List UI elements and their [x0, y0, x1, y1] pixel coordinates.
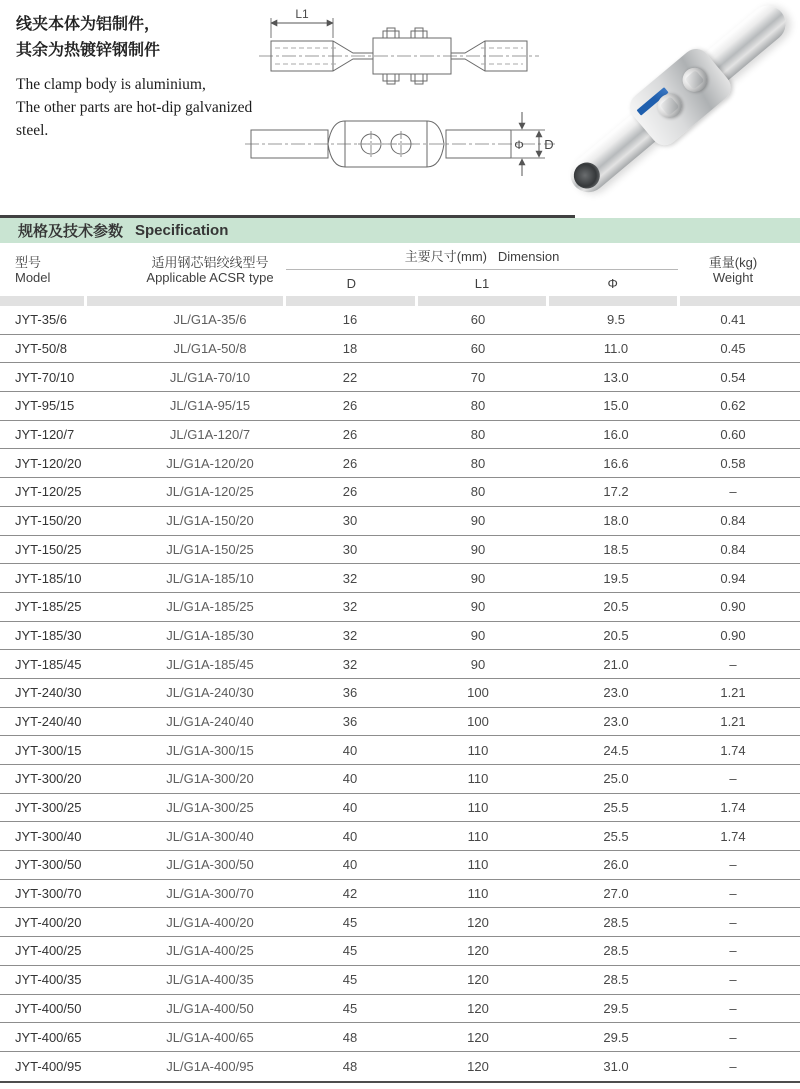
product-photo	[558, 2, 798, 196]
cell-weight: 1.74	[720, 742, 746, 758]
cell-acsr: JL/G1A-35/6	[173, 312, 247, 328]
cell-l1: 70	[470, 369, 486, 385]
table-row	[0, 478, 800, 507]
table-row	[0, 708, 800, 737]
table-row	[0, 1052, 800, 1081]
table-row	[0, 622, 800, 651]
cell-acsr: JL/G1A-185/45	[166, 656, 254, 672]
cell-d: 45	[342, 914, 358, 930]
cell-phi: 25.5	[603, 828, 629, 844]
cell-model: JYT-400/95	[15, 1058, 82, 1074]
cell-model: JYT-400/20	[15, 914, 82, 930]
cell-d: 30	[342, 513, 358, 529]
table-row	[0, 765, 800, 794]
cell-phi: 15.0	[603, 398, 629, 414]
clamp-assembly	[555, 0, 800, 209]
cell-l1: 90	[470, 513, 486, 529]
cell-l1: 100	[467, 685, 489, 701]
note-cn-line1: 线夹本体为铝制件，	[16, 16, 161, 33]
cell-acsr: JL/G1A-400/50	[166, 1000, 254, 1016]
dim-label-d: D	[544, 137, 554, 152]
cell-d: 45	[342, 1000, 358, 1016]
cell-model: JYT-300/25	[15, 800, 82, 816]
cell-acsr: JL/G1A-400/35	[166, 972, 254, 988]
cell-acsr: JL/G1A-120/25	[166, 484, 254, 500]
col-header-phi: Φ	[607, 276, 618, 291]
cell-phi: 19.5	[603, 570, 629, 586]
cell-acsr: JL/G1A-300/25	[166, 800, 254, 816]
table-row	[0, 392, 800, 421]
cell-weight: –	[729, 484, 737, 500]
cell-acsr: JL/G1A-50/8	[173, 341, 247, 357]
cell-weight: 0.60	[720, 427, 746, 443]
table-row	[0, 736, 800, 765]
cell-weight: –	[729, 656, 737, 672]
cell-d: 36	[342, 713, 358, 729]
cell-phi: 9.5	[606, 312, 626, 328]
cell-weight: –	[729, 972, 737, 988]
cell-phi: 23.0	[603, 713, 629, 729]
cell-d: 26	[342, 455, 358, 471]
note-en-line1: The clamp body is aluminium,	[16, 76, 206, 93]
cell-weight: 0.45	[720, 341, 746, 357]
cell-l1: 120	[467, 1058, 489, 1074]
cell-acsr: JL/G1A-185/30	[166, 627, 254, 643]
material-notes	[16, 12, 266, 142]
cell-model: JYT-240/30	[15, 685, 82, 701]
cell-phi: 29.5	[603, 1029, 629, 1045]
cell-l1: 110	[467, 886, 489, 902]
cell-l1: 90	[470, 599, 486, 615]
cell-d: 30	[342, 541, 358, 557]
cell-model: JYT-70/10	[15, 369, 75, 385]
cell-l1: 90	[470, 627, 486, 643]
cell-model: JYT-300/15	[15, 742, 82, 758]
section-title-en: Specification	[135, 222, 229, 239]
cell-d: 40	[342, 742, 358, 758]
section-header-bar	[0, 218, 800, 243]
cell-d: 26	[342, 427, 358, 443]
cell-d: 40	[342, 771, 358, 787]
header-underline-band	[0, 296, 800, 306]
cell-weight: –	[729, 914, 737, 930]
cell-l1: 60	[470, 312, 486, 328]
cell-model: JYT-240/40	[15, 713, 82, 729]
cell-phi: 13.0	[603, 369, 629, 385]
side-view-drawing	[253, 6, 545, 106]
cell-weight: 1.74	[720, 800, 746, 816]
cell-weight: 0.90	[720, 599, 746, 615]
cell-weight: –	[729, 1029, 737, 1045]
cell-l1: 80	[470, 455, 486, 471]
table-row	[0, 880, 800, 909]
cell-l1: 120	[467, 943, 489, 959]
cell-acsr: JL/G1A-150/25	[166, 541, 254, 557]
cell-d: 32	[342, 656, 358, 672]
cell-phi: 18.0	[603, 513, 629, 529]
cell-model: JYT-300/20	[15, 771, 82, 787]
table-row	[0, 306, 800, 335]
cell-weight: –	[729, 771, 737, 787]
cell-phi: 23.0	[603, 685, 629, 701]
cell-phi: 20.5	[603, 599, 629, 615]
cell-phi: 21.0	[603, 656, 629, 672]
cell-l1: 120	[467, 1000, 489, 1016]
col-header-acsr: 适用钢芯铝绞线型号 Applicable ACSR type	[146, 255, 274, 285]
table-row	[0, 851, 800, 880]
note-cn-line2: 其余为热镀锌钢制件	[16, 42, 161, 59]
table-row	[0, 335, 800, 364]
cell-acsr: JL/G1A-120/20	[166, 455, 254, 471]
table-row	[0, 937, 800, 966]
cell-acsr: JL/G1A-300/50	[166, 857, 254, 873]
cell-phi: 20.5	[603, 627, 629, 643]
cell-l1: 110	[467, 857, 489, 873]
cell-l1: 90	[470, 541, 486, 557]
col-header-l1: L1	[474, 276, 490, 291]
cell-model: JYT-185/45	[15, 656, 82, 672]
cell-weight: 0.90	[720, 627, 746, 643]
cell-d: 45	[342, 943, 358, 959]
cell-phi: 25.0	[603, 771, 629, 787]
cell-acsr: JL/G1A-95/15	[169, 398, 251, 414]
cell-d: 32	[342, 627, 358, 643]
cell-acsr: JL/G1A-150/20	[166, 513, 254, 529]
table-row	[0, 908, 800, 937]
dim-label-phi: Φ	[514, 138, 524, 152]
col-header-d: D	[346, 276, 357, 291]
table-row	[0, 1023, 800, 1052]
cell-model: JYT-185/30	[15, 627, 82, 643]
top-view-drawing	[243, 100, 573, 195]
cell-l1: 80	[470, 484, 486, 500]
table-row	[0, 794, 800, 823]
cell-acsr: JL/G1A-185/10	[166, 570, 254, 586]
cell-weight: 0.84	[720, 513, 746, 529]
table-row	[0, 363, 800, 392]
col-header-dimension: 主要尺寸(mm) Dimension D L1 Φ	[286, 249, 678, 291]
cell-phi: 16.6	[603, 455, 629, 471]
cell-weight: 1.21	[720, 685, 746, 701]
cell-weight: –	[729, 1058, 737, 1074]
table-row	[0, 822, 800, 851]
cell-l1: 120	[467, 972, 489, 988]
note-en	[16, 73, 266, 142]
cell-acsr: JL/G1A-300/20	[166, 771, 254, 787]
cell-weight: –	[729, 1000, 737, 1016]
table-row	[0, 995, 800, 1024]
cell-l1: 110	[467, 828, 489, 844]
cell-phi: 24.5	[603, 742, 629, 758]
cell-d: 32	[342, 570, 358, 586]
cell-weight: –	[729, 857, 737, 873]
cell-d: 26	[342, 398, 358, 414]
cell-weight: –	[729, 886, 737, 902]
cell-l1: 110	[467, 771, 489, 787]
cell-phi: 28.5	[603, 943, 629, 959]
cell-d: 26	[342, 484, 358, 500]
cell-l1: 120	[467, 914, 489, 930]
cell-d: 22	[342, 369, 358, 385]
cell-l1: 120	[467, 1029, 489, 1045]
table-row	[0, 536, 800, 565]
spec-table-body	[0, 306, 800, 1083]
cell-phi: 11.0	[603, 341, 629, 357]
cell-l1: 80	[470, 398, 486, 414]
cell-acsr: JL/G1A-400/95	[166, 1058, 254, 1074]
cell-weight: 0.62	[720, 398, 746, 414]
cell-d: 42	[342, 886, 358, 902]
cell-model: JYT-300/40	[15, 828, 82, 844]
cell-phi: 16.0	[603, 427, 629, 443]
table-row	[0, 564, 800, 593]
cell-phi: 31.0	[603, 1058, 629, 1074]
dim-label-l1: L1	[295, 7, 309, 21]
cell-model: JYT-95/15	[15, 398, 75, 414]
cell-d: 48	[342, 1029, 358, 1045]
cell-l1: 90	[470, 570, 486, 586]
cell-d: 36	[342, 685, 358, 701]
table-row	[0, 449, 800, 478]
cell-acsr: JL/G1A-240/30	[166, 685, 254, 701]
cell-weight: 0.54	[720, 369, 746, 385]
cell-acsr: JL/G1A-70/10	[169, 369, 251, 385]
cell-phi: 18.5	[603, 541, 629, 557]
cell-l1: 110	[467, 800, 489, 816]
cell-l1: 100	[467, 713, 489, 729]
cell-l1: 90	[470, 656, 486, 672]
table-row	[0, 650, 800, 679]
cell-model: JYT-300/50	[15, 857, 82, 873]
cell-acsr: JL/G1A-120/7	[169, 427, 251, 443]
cell-acsr: JL/G1A-185/25	[166, 599, 254, 615]
cell-d: 45	[342, 972, 358, 988]
cell-d: 48	[342, 1058, 358, 1074]
cell-d: 16	[342, 312, 358, 328]
cell-d: 32	[342, 599, 358, 615]
cell-model: JYT-120/20	[15, 455, 82, 471]
cell-phi: 28.5	[603, 972, 629, 988]
cell-l1: 60	[470, 341, 486, 357]
cell-weight: 1.21	[720, 713, 746, 729]
cell-weight: 0.58	[720, 455, 746, 471]
cell-model: JYT-185/10	[15, 570, 82, 586]
col-header-model: 型号 Model	[15, 255, 51, 285]
table-row	[0, 421, 800, 450]
cell-phi: 26.0	[603, 857, 629, 873]
cell-phi: 27.0	[603, 886, 629, 902]
table-row	[0, 507, 800, 536]
note-en-line2: The other parts are hot-dip galvanized steel.	[16, 99, 253, 139]
cell-model: JYT-400/35	[15, 972, 82, 988]
cell-model: JYT-120/25	[15, 484, 82, 500]
cell-acsr: JL/G1A-300/70	[166, 886, 254, 902]
cell-acsr: JL/G1A-400/65	[166, 1029, 254, 1045]
cell-model: JYT-400/50	[15, 1000, 82, 1016]
cell-acsr: JL/G1A-300/15	[166, 742, 254, 758]
cell-phi: 25.5	[603, 800, 629, 816]
cell-model: JYT-400/65	[15, 1029, 82, 1045]
spec-table-header	[0, 246, 800, 296]
cell-phi: 17.2	[603, 484, 629, 500]
cell-acsr: JL/G1A-400/20	[166, 914, 254, 930]
cell-l1: 80	[470, 427, 486, 443]
cell-d: 40	[342, 828, 358, 844]
table-row	[0, 593, 800, 622]
cell-model: JYT-50/8	[15, 341, 68, 357]
cell-d: 40	[342, 800, 358, 816]
cell-model: JYT-150/20	[15, 513, 82, 529]
cell-acsr: JL/G1A-240/40	[166, 713, 254, 729]
cell-weight: 1.74	[720, 828, 746, 844]
cell-l1: 110	[467, 742, 489, 758]
cell-weight: 0.41	[720, 312, 746, 328]
col-header-weight: 重量(kg) Weight	[708, 255, 758, 285]
cell-phi: 29.5	[603, 1000, 629, 1016]
cell-weight: 0.94	[720, 570, 746, 586]
cell-model: JYT-150/25	[15, 541, 82, 557]
cell-weight: –	[729, 943, 737, 959]
cell-model: JYT-185/25	[15, 599, 82, 615]
cell-model: JYT-35/6	[15, 312, 68, 328]
cell-d: 18	[342, 341, 358, 357]
cell-acsr: JL/G1A-400/25	[166, 943, 254, 959]
cell-acsr: JL/G1A-300/40	[166, 828, 254, 844]
table-row	[0, 966, 800, 995]
cell-d: 40	[342, 857, 358, 873]
cell-model: JYT-120/7	[15, 427, 75, 443]
cell-model: JYT-300/70	[15, 886, 82, 902]
cell-weight: 0.84	[720, 541, 746, 557]
cell-phi: 28.5	[603, 914, 629, 930]
table-row	[0, 679, 800, 708]
section-title-cn: 规格及技术参数	[18, 223, 124, 240]
cell-model: JYT-400/25	[15, 943, 82, 959]
